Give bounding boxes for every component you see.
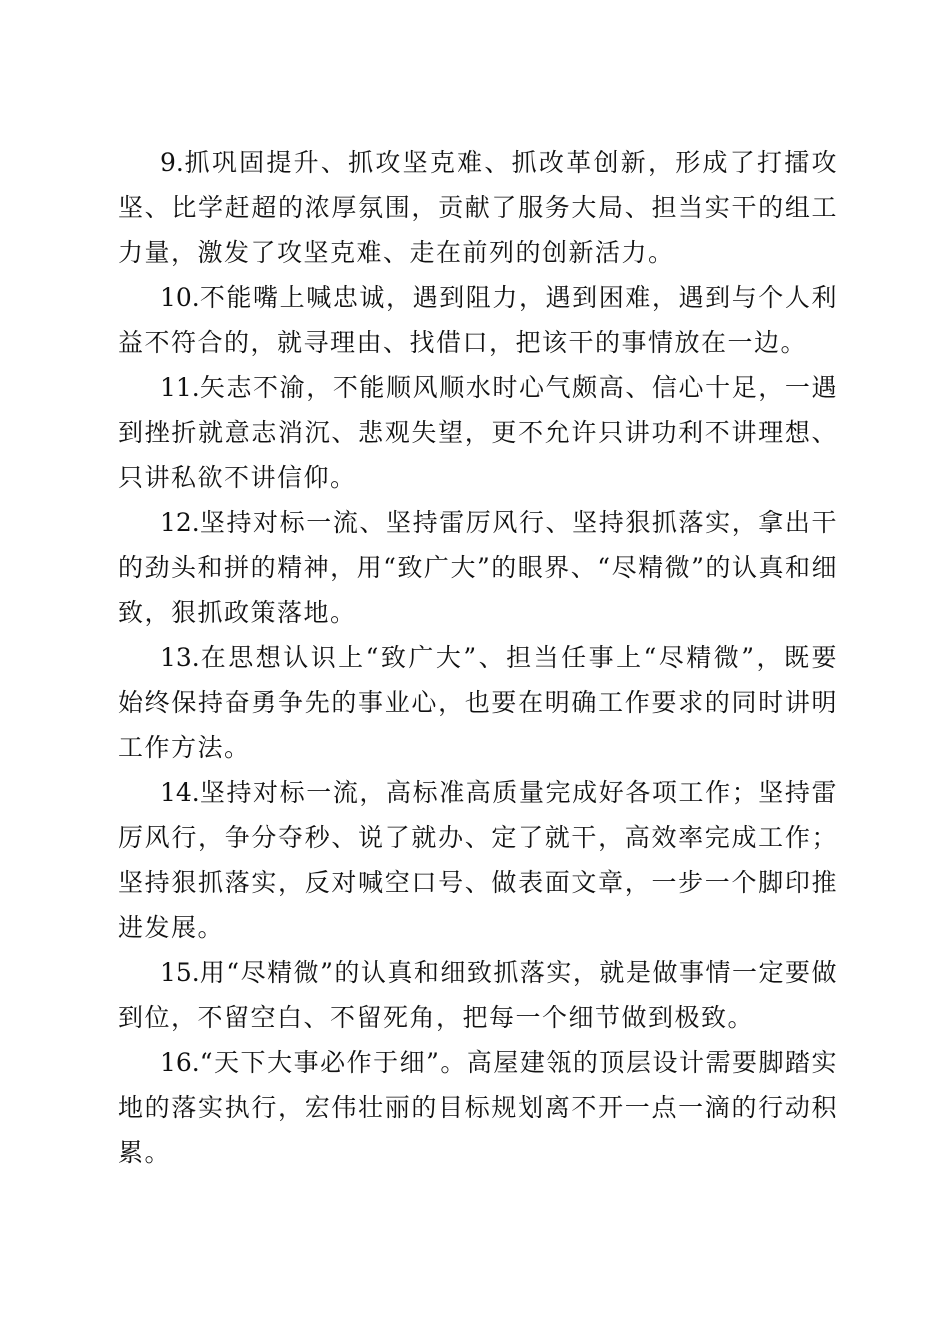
document-body	[118, 140, 838, 1175]
paragraph-text: 抓巩固提升、抓攻坚克难、抓改革创新，形成了打擂攻坚、比学赶超的浓厚氛围，贡献了服务大局、担当实干的组工力量，激发了攻坚克难、走在前列的创新活力。	[118, 148, 838, 267]
paragraph-text: 不能嘴上喊忠诚，遇到阻力，遇到困难，遇到与个人利益不符合的，就寻理由、找借口，把该干的事情放在一边。	[118, 283, 838, 357]
paragraph-text: 矢志不渝，不能顺风顺水时心气颇高、信心十足，一遇到挫折就意志消沉、悲观失望，更不允许只讲功利不讲理想、只讲私欲不讲信仰。	[118, 373, 838, 492]
paragraph-number: 10.	[160, 283, 200, 312]
paragraph-number: 9.	[160, 148, 184, 177]
paragraph-15	[118, 950, 838, 1040]
paragraph-text: 用“尽精微”的认真和细致抓落实，就是做事情一定要做到位，不留空白、不留死角，把每一个细节做到极致。	[118, 958, 838, 1032]
paragraph-text: 坚持对标一流、坚持雷厉风行、坚持狠抓落实，拿出干的劲头和拼的精神，用“致广大”的眼界、“尽精微”的认真和细致，狠抓政策落地。	[118, 508, 838, 627]
paragraph-10	[118, 275, 838, 365]
paragraph-number: 11.	[160, 373, 200, 402]
paragraph-14	[118, 770, 838, 950]
paragraph-number: 16.	[160, 1048, 200, 1077]
paragraph-number: 14.	[160, 778, 200, 807]
paragraph-9	[118, 140, 838, 275]
paragraph-number: 12.	[160, 508, 200, 537]
paragraph-13	[118, 635, 838, 770]
paragraph-11	[118, 365, 838, 500]
paragraph-text: 在思想认识上“致广大”、担当任事上“尽精微”，既要始终保持奋勇争先的事业心，也要在明确工作要求的同时讲明工作方法。	[118, 643, 838, 762]
paragraph-text: “天下大事必作于细”。高屋建瓴的顶层设计需要脚踏实地的落实执行，宏伟壮丽的目标规划离不开一点一滴的行动积累。	[118, 1048, 838, 1167]
paragraph-16	[118, 1040, 838, 1175]
paragraph-number: 13.	[160, 643, 200, 672]
paragraph-text: 坚持对标一流，高标准高质量完成好各项工作；坚持雷厉风行，争分夺秒、说了就办、定了就干，高效率完成工作；坚持狠抓落实，反对喊空口号、做表面文章，一步一个脚印推进发展。	[118, 778, 838, 942]
paragraph-12	[118, 500, 838, 635]
paragraph-number: 15.	[160, 958, 200, 987]
